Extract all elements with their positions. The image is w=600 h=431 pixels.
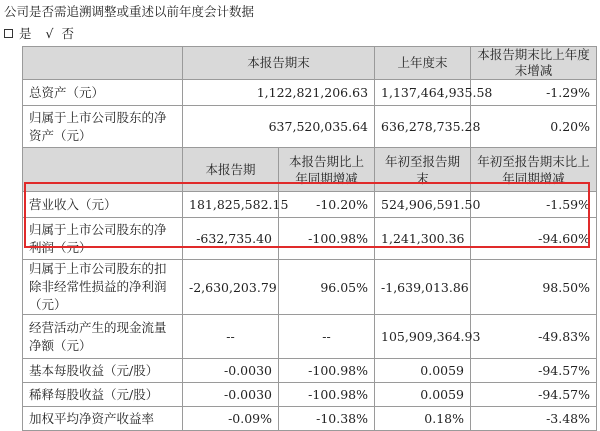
cell-value: 524,906,591.50	[375, 192, 471, 218]
section1-header-row	[23, 47, 597, 80]
financial-data-table	[22, 46, 597, 431]
row-label: 稀释每股收益（元/股）	[23, 383, 183, 407]
header-this-period-change: 本报告期比上年同期增减	[279, 148, 375, 192]
row-label: 加权平均净资产收益率	[23, 407, 183, 431]
row-label: 归属于上市公司股东的净资产（元）	[23, 106, 183, 148]
cell-value: -3.48%	[471, 407, 597, 431]
cell-value: -10.20%	[279, 192, 375, 218]
row-label: 基本每股收益（元/股）	[23, 359, 183, 383]
cell-value: -94.57%	[471, 383, 597, 407]
cell-value: 636,278,735.28	[375, 106, 471, 148]
header-last-year-end: 上年度末	[375, 47, 471, 80]
cell-value: 98.50%	[471, 260, 597, 315]
cell-value: -10.38%	[279, 407, 375, 431]
table-row	[23, 80, 597, 106]
cell-value: -0.0030	[183, 383, 279, 407]
header-ytd: 年初至报告期末	[375, 148, 471, 192]
cell-value: -1,639,013.86	[375, 260, 471, 315]
cell-value: 96.05%	[279, 260, 375, 315]
table-row	[23, 218, 597, 260]
cell-value: --	[279, 315, 375, 359]
cell-value: -100.98%	[279, 218, 375, 260]
table-row	[23, 260, 597, 315]
cell-value: 0.18%	[375, 407, 471, 431]
cell-value: -0.0030	[183, 359, 279, 383]
cell-value: 0.20%	[471, 106, 597, 148]
cell-value: -0.09%	[183, 407, 279, 431]
table-row	[23, 359, 597, 383]
row-label: 营业收入（元）	[23, 192, 183, 218]
cell-value: -94.60%	[471, 218, 597, 260]
restatement-answer	[4, 24, 74, 42]
cell-value: -94.57%	[471, 359, 597, 383]
row-label: 归属于上市公司股东的净利润（元）	[23, 218, 183, 260]
cell-value: 0.0059	[375, 359, 471, 383]
header-change-vs-last-year-end: 本报告期末比上年度末增减	[471, 47, 597, 80]
cell-value: 105,909,364.93	[375, 315, 471, 359]
row-label: 总资产（元）	[23, 80, 183, 106]
cell-value: 0.0059	[375, 383, 471, 407]
cell-value: -100.98%	[279, 383, 375, 407]
cell-value: -1.59%	[471, 192, 597, 218]
cell-value: -100.98%	[279, 359, 375, 383]
cell-value: -49.83%	[471, 315, 597, 359]
header-ytd-change: 年初至报告期末比上年同期增减	[471, 148, 597, 192]
cell-value: -632,735.40	[183, 218, 279, 260]
no-option-label: 否	[61, 26, 74, 41]
row-label: 归属于上市公司股东的扣除非经常性损益的净利润（元）	[23, 260, 183, 315]
restatement-question: 公司是否需追溯调整或重述以前年度会计数据	[4, 4, 255, 19]
cell-value: 181,825,582.15	[183, 192, 279, 218]
cell-value: --	[183, 315, 279, 359]
table-row	[23, 106, 597, 148]
cell-value: 1,122,821,206.63	[183, 80, 375, 106]
table-row	[23, 383, 597, 407]
header-period-end: 本报告期末	[183, 47, 375, 80]
cell-value: 1,137,464,935.58	[375, 80, 471, 106]
yes-option-label: 是	[19, 26, 32, 41]
cell-value: -2,630,203.79	[183, 260, 279, 315]
row-label: 经营活动产生的现金流量净额（元）	[23, 315, 183, 359]
cell-value: 637,520,035.64	[183, 106, 375, 148]
cell-value: 1,241,300.36	[375, 218, 471, 260]
table-row	[23, 315, 597, 359]
header-this-period: 本报告期	[183, 148, 279, 192]
section2-header-blank	[23, 148, 183, 192]
yes-checkbox	[4, 29, 13, 38]
section1-header-blank	[23, 47, 183, 80]
section2-header-row	[23, 148, 597, 192]
table-row	[23, 192, 597, 218]
check-mark-icon: √	[45, 26, 54, 41]
table-row	[23, 407, 597, 431]
cell-value: -1.29%	[471, 80, 597, 106]
